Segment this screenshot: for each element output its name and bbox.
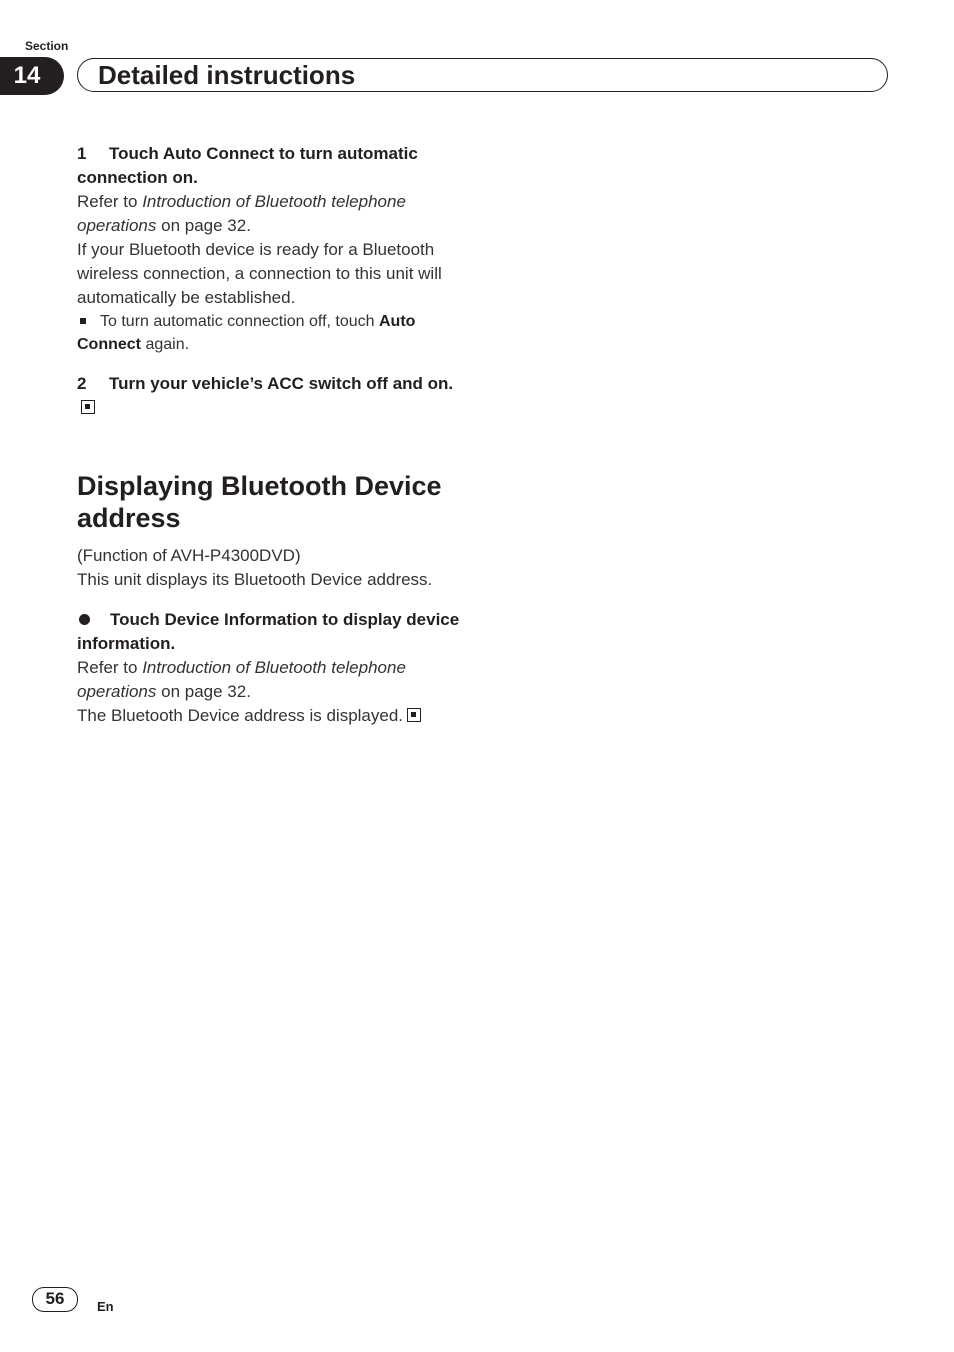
result-paragraph xyxy=(77,704,469,728)
refer-suffix: on page 32. xyxy=(156,216,251,235)
end-mark-icon xyxy=(81,400,95,414)
note-bold: Auto Connect xyxy=(77,313,416,353)
function-note: (Function of AVH-P4300DVD) xyxy=(77,546,301,565)
reference-title: Introduction of Bluetooth telephone operations xyxy=(77,192,406,235)
section-heading: Displaying Bluetooth Device address xyxy=(77,471,442,533)
intro-paragraph: This unit displays its Bluetooth Device address. xyxy=(77,570,433,589)
step-2 xyxy=(77,372,469,420)
step-number: 1 xyxy=(77,144,87,163)
step-1 xyxy=(77,142,469,190)
spacer xyxy=(77,592,469,608)
content-column xyxy=(77,142,469,728)
result-text: The Bluetooth Device address is displayed. xyxy=(77,706,404,725)
step-text: Turn your vehicle’s ACC switch off and on. xyxy=(109,374,454,393)
section-number-tab: 14 xyxy=(0,57,64,95)
page-number: 56 xyxy=(32,1287,78,1312)
reference-title: Introduction of Bluetooth telephone operations xyxy=(77,658,406,701)
reference-paragraph xyxy=(77,656,469,704)
square-bullet-icon xyxy=(80,318,86,324)
step-number: 2 xyxy=(77,374,87,393)
body-paragraph: If your Bluetooth device is ready for a Bluetooth wireless connection, a connection to this unit will automatically be established. xyxy=(77,240,442,307)
note-suffix: again. xyxy=(141,336,190,353)
bullet-step xyxy=(77,608,469,656)
page-title: Detailed instructions xyxy=(98,60,356,90)
step-text: Touch Auto Connect to turn automatic connection on. xyxy=(77,144,418,187)
section-header-frame xyxy=(77,58,888,92)
section-label: Section xyxy=(25,39,69,53)
end-mark-icon xyxy=(407,708,421,722)
reference-paragraph xyxy=(77,190,469,238)
refer-prefix: Refer to xyxy=(77,658,143,677)
refer-prefix: Refer to xyxy=(77,192,143,211)
round-bullet-icon xyxy=(79,614,90,625)
note-item xyxy=(77,310,469,356)
note-prefix: To turn automatic connection off, touch xyxy=(100,313,379,330)
refer-suffix: on page 32. xyxy=(156,682,251,701)
spacer xyxy=(77,356,469,372)
bullet-text: Touch Device Information to display device information. xyxy=(77,610,460,653)
language-label: En xyxy=(97,1299,114,1314)
